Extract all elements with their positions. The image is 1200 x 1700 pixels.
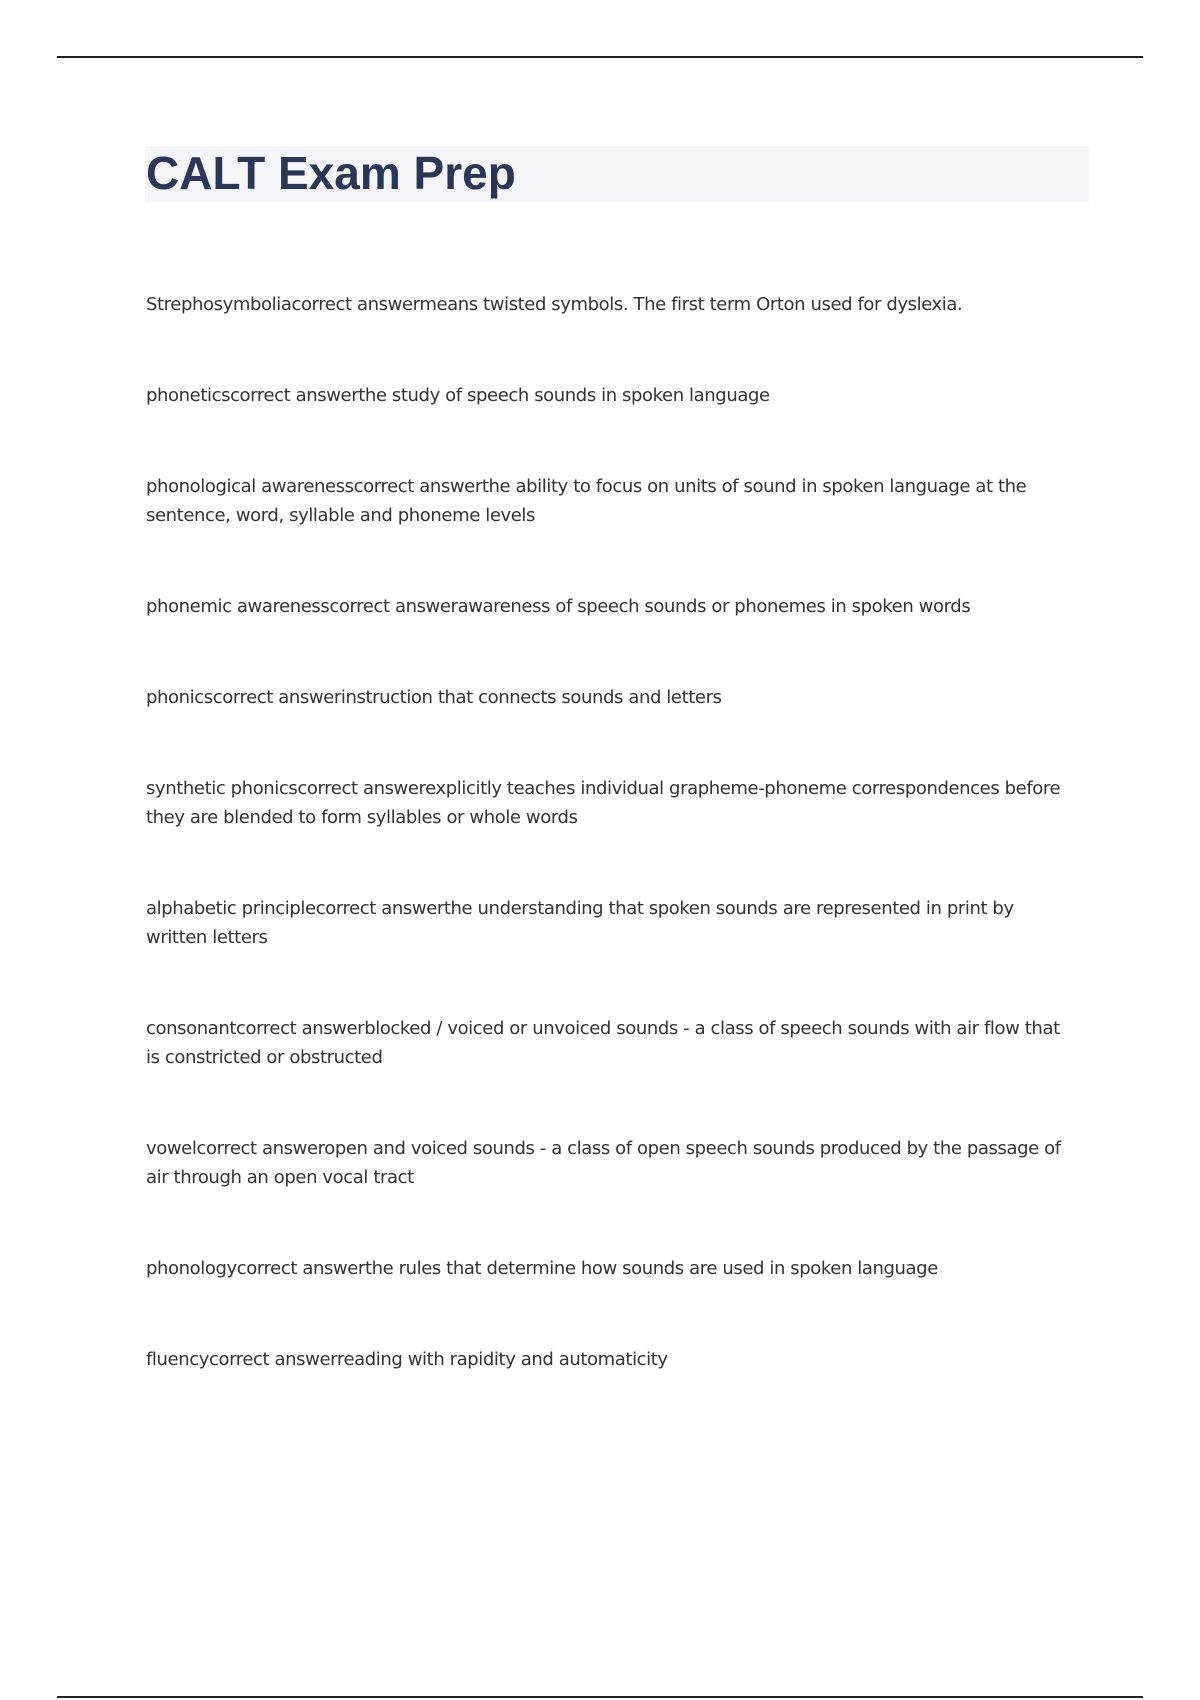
answer-separator: correct answer bbox=[315, 898, 444, 919]
flashcard-entry bbox=[146, 1254, 1076, 1283]
answer-separator: correct answer bbox=[291, 294, 420, 315]
flashcard-entry bbox=[146, 774, 1076, 832]
flashcard-entry bbox=[146, 472, 1076, 530]
term: phonological awareness bbox=[146, 476, 354, 497]
flashcard-list bbox=[146, 290, 1076, 1436]
term: alphabetic principle bbox=[146, 898, 316, 919]
definition: the study of speech sounds in spoken language bbox=[358, 385, 770, 406]
definition: explicitly teaches individual grapheme-phoneme correspondences before they are blended to form syllables or whole words bbox=[146, 778, 1061, 828]
document-title: CALT Exam Prep bbox=[146, 147, 516, 199]
answer-separator: correct answer bbox=[230, 385, 359, 406]
flashcard-entry bbox=[146, 1345, 1076, 1374]
definition: the understanding that spoken sounds are represented in print by written letters bbox=[146, 898, 1014, 948]
definition: means twisted symbols. The first term Orton used for dyslexia. bbox=[419, 294, 963, 315]
top-divider bbox=[57, 56, 1143, 58]
term: phonology bbox=[146, 1258, 237, 1279]
answer-separator: correct answer bbox=[297, 778, 426, 799]
definition: blocked / voiced or unvoiced sounds - a class of speech sounds with air flow that is constricted or obstructed bbox=[146, 1018, 1060, 1068]
flashcard-entry bbox=[146, 894, 1076, 952]
term: phonetics bbox=[146, 385, 231, 406]
answer-separator: correct answer bbox=[353, 476, 482, 497]
flashcard-entry bbox=[146, 1014, 1076, 1072]
definition: open and voiced sounds - a class of open speech sounds produced by the passage of air through an open vocal tract bbox=[146, 1138, 1061, 1188]
answer-separator: correct answer bbox=[236, 1018, 365, 1039]
term: vowel bbox=[146, 1138, 197, 1159]
answer-separator: correct answer bbox=[196, 1138, 325, 1159]
flashcard-entry bbox=[146, 290, 1076, 319]
answer-separator: correct answer bbox=[236, 1258, 365, 1279]
term: synthetic phonics bbox=[146, 778, 298, 799]
flashcard-entry bbox=[146, 592, 1076, 621]
term: Strephosymbolia bbox=[146, 294, 292, 315]
answer-separator: correct answer bbox=[329, 596, 458, 617]
bottom-divider bbox=[57, 1696, 1143, 1698]
definition: awareness of speech sounds or phonemes in spoken words bbox=[457, 596, 971, 617]
definition: instruction that connects sounds and letters bbox=[340, 687, 722, 708]
definition: the rules that determine how sounds are used in spoken language bbox=[364, 1258, 938, 1279]
flashcard-entry bbox=[146, 1134, 1076, 1192]
definition: reading with rapidity and automaticity bbox=[336, 1349, 668, 1370]
flashcard-entry bbox=[146, 683, 1076, 712]
term: consonant bbox=[146, 1018, 237, 1039]
term: fluency bbox=[146, 1349, 209, 1370]
term: phonemic awareness bbox=[146, 596, 330, 617]
answer-separator: correct answer bbox=[208, 1349, 337, 1370]
answer-separator: correct answer bbox=[212, 687, 341, 708]
term: phonics bbox=[146, 687, 213, 708]
flashcard-entry bbox=[146, 381, 1076, 410]
definition: the ability to focus on units of sound in spoken language at the sentence, word, syllable and phoneme levels bbox=[146, 476, 1027, 526]
